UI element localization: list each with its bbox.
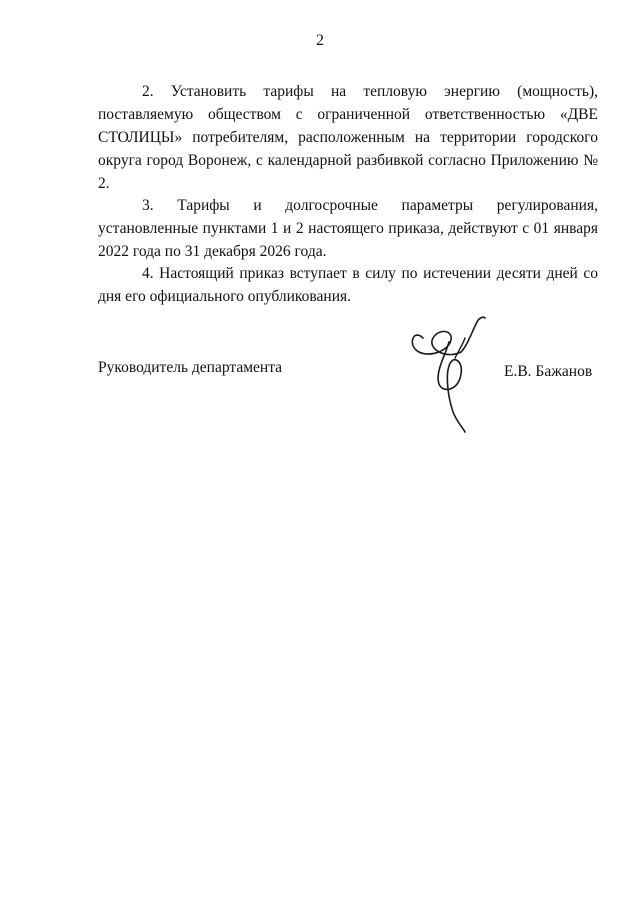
signature-block: [0, 340, 640, 450]
handwritten-signature: [405, 316, 505, 436]
signer-name: Е.В. Бажанов: [504, 363, 593, 380]
paragraph-item-3: 3. Тарифы и долгосрочные параметры регулирования, установленные пунктами 1 и 2 настоящего приказа, действуют с 01 января 2022 года по 31 декабря 2026 года.: [98, 196, 598, 260]
paragraph-item-2: 2. Установить тарифы на тепловую энергию (мощность), поставляемую обществом с ограниченной ответственностью «ДВЕ СТОЛИЦЫ» потребителям, расположенным на территории городского округа город Воронеж, с календарной разбивкой согласно Приложению № 2.: [98, 82, 598, 192]
page-number: 2: [316, 32, 324, 49]
signer-position: Руководитель департамента: [98, 359, 283, 376]
paragraph-item-4: 4. Настоящий приказ вступает в силу по истечении десяти дней со дня его официального опубликования.: [98, 264, 598, 305]
